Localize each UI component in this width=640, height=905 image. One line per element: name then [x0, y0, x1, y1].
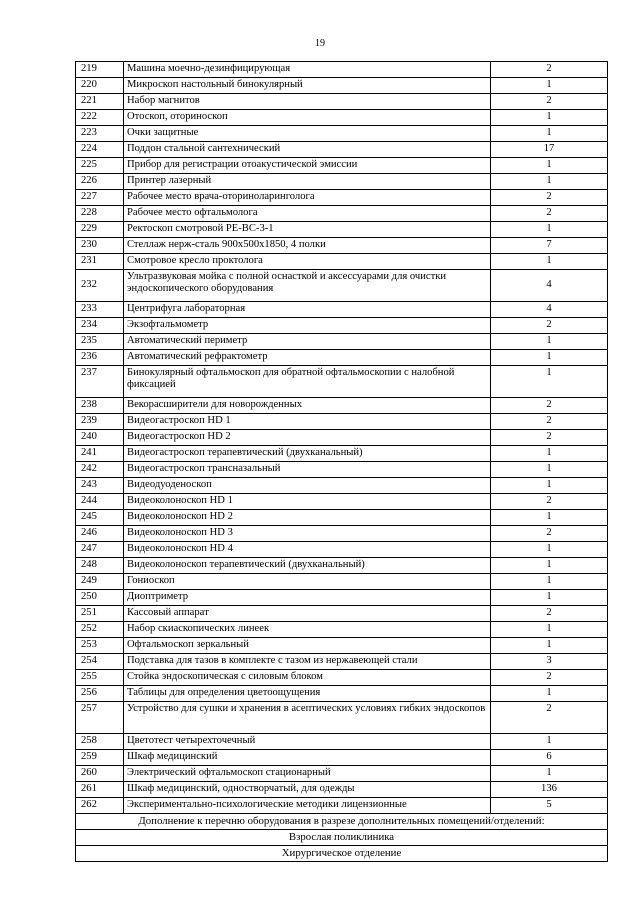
equipment-name: Очки защитные — [124, 126, 491, 142]
supplement-title: Дополнение к перечню оборудования в разрезе дополнительных помещений/отделений: — [76, 814, 608, 830]
row-number: 224 — [76, 142, 124, 158]
equipment-name: Видеоколоноскоп HD 1 — [124, 494, 491, 510]
equipment-name: Видеогастроскоп трансназальный — [124, 462, 491, 478]
equipment-name: Бинокулярный офтальмоскоп для обратной офтальмоскопии с налобной фиксацией — [124, 366, 491, 398]
subsection-surgical-department: Хирургическое отделение — [76, 846, 608, 862]
equipment-quantity: 2 — [491, 398, 608, 414]
row-number: 231 — [76, 254, 124, 270]
row-number: 242 — [76, 462, 124, 478]
table-row — [76, 174, 608, 190]
equipment-name: Видеоколоноскоп HD 4 — [124, 542, 491, 558]
table-row — [76, 590, 608, 606]
equipment-name: Стеллаж нерж-сталь 900х500х1850, 4 полки — [124, 238, 491, 254]
equipment-name: Цветотест четырехточечный — [124, 734, 491, 750]
table-row — [76, 238, 608, 254]
row-number: 222 — [76, 110, 124, 126]
equipment-quantity: 1 — [491, 574, 608, 590]
row-number: 247 — [76, 542, 124, 558]
equipment-quantity: 2 — [491, 494, 608, 510]
table-row — [76, 526, 608, 542]
equipment-quantity: 5 — [491, 798, 608, 814]
equipment-quantity: 136 — [491, 782, 608, 798]
row-number: 250 — [76, 590, 124, 606]
table-row — [76, 558, 608, 574]
equipment-name: Видеогастроскоп HD 2 — [124, 430, 491, 446]
equipment-name: Шкаф медицинский — [124, 750, 491, 766]
table-row — [76, 670, 608, 686]
equipment-quantity: 1 — [491, 686, 608, 702]
equipment-name: Набор скиаскопических линеек — [124, 622, 491, 638]
equipment-quantity: 2 — [491, 702, 608, 734]
equipment-name: Таблицы для определения цветоощущения — [124, 686, 491, 702]
table-row — [76, 462, 608, 478]
equipment-name: Рабочее место врача-оториноларинголога — [124, 190, 491, 206]
equipment-name: Автоматический периметр — [124, 334, 491, 350]
equipment-name: Видеоколоноскоп терапевтический (двухканальный) — [124, 558, 491, 574]
equipment-quantity: 1 — [491, 254, 608, 270]
table-row — [76, 110, 608, 126]
table-row — [76, 750, 608, 766]
equipment-quantity: 1 — [491, 510, 608, 526]
row-number: 257 — [76, 702, 124, 734]
table-row — [76, 334, 608, 350]
table-row — [76, 254, 608, 270]
equipment-name: Векорасширители для новорожденных — [124, 398, 491, 414]
equipment-quantity: 2 — [491, 206, 608, 222]
subsection-adult-polyclinic: Взрослая поликлиника — [76, 830, 608, 846]
equipment-name: Набор магнитов — [124, 94, 491, 110]
row-number: 251 — [76, 606, 124, 622]
equipment-name: Подставка для тазов в комплекте с тазом из нержавеющей стали — [124, 654, 491, 670]
table-row — [76, 766, 608, 782]
equipment-quantity: 1 — [491, 766, 608, 782]
equipment-name: Диоптриметр — [124, 590, 491, 606]
row-number: 225 — [76, 158, 124, 174]
supplement-title-row — [76, 814, 608, 830]
row-number: 238 — [76, 398, 124, 414]
page-number: 19 — [315, 38, 325, 49]
row-number: 237 — [76, 366, 124, 398]
table-row — [76, 270, 608, 302]
equipment-quantity: 1 — [491, 734, 608, 750]
equipment-name: Гониоскоп — [124, 574, 491, 590]
table-row — [76, 494, 608, 510]
row-number: 233 — [76, 302, 124, 318]
equipment-quantity: 1 — [491, 110, 608, 126]
table-row — [76, 126, 608, 142]
equipment-name: Прибор для регистрации отоакустической эмиссии — [124, 158, 491, 174]
equipment-quantity: 2 — [491, 430, 608, 446]
equipment-name: Отоскоп, оториноскоп — [124, 110, 491, 126]
table-row — [76, 222, 608, 238]
equipment-name: Микроскоп настольный бинокулярный — [124, 78, 491, 94]
equipment-name: Рабочее место офтальмолога — [124, 206, 491, 222]
equipment-quantity: 7 — [491, 238, 608, 254]
equipment-quantity: 2 — [491, 606, 608, 622]
table-row — [76, 782, 608, 798]
equipment-name: Стойка эндоскопическая с силовым блоком — [124, 670, 491, 686]
row-number: 241 — [76, 446, 124, 462]
row-number: 232 — [76, 270, 124, 302]
equipment-quantity: 4 — [491, 302, 608, 318]
equipment-quantity: 1 — [491, 78, 608, 94]
row-number: 227 — [76, 190, 124, 206]
row-number: 260 — [76, 766, 124, 782]
row-number: 229 — [76, 222, 124, 238]
equipment-name: Машина моечно-дезинфицирующая — [124, 62, 491, 78]
table-row — [76, 638, 608, 654]
equipment-quantity: 17 — [491, 142, 608, 158]
row-number: 258 — [76, 734, 124, 750]
table-row — [76, 542, 608, 558]
row-number: 228 — [76, 206, 124, 222]
equipment-name: Ультразвуковая мойка с полной оснасткой и аксессуарами для очистки эндоскопического оборудования — [124, 270, 491, 302]
row-number: 248 — [76, 558, 124, 574]
equipment-quantity: 1 — [491, 590, 608, 606]
equipment-table — [75, 61, 608, 862]
table-row — [76, 366, 608, 398]
equipment-quantity: 1 — [491, 638, 608, 654]
equipment-name: Офтальмоскоп зеркальный — [124, 638, 491, 654]
row-number: 243 — [76, 478, 124, 494]
row-number: 234 — [76, 318, 124, 334]
table-row — [76, 510, 608, 526]
equipment-quantity: 4 — [491, 270, 608, 302]
equipment-quantity: 1 — [491, 158, 608, 174]
row-number: 256 — [76, 686, 124, 702]
equipment-name: Принтер лазерный — [124, 174, 491, 190]
equipment-quantity: 1 — [491, 558, 608, 574]
table-row — [76, 414, 608, 430]
table-row — [76, 94, 608, 110]
equipment-quantity: 2 — [491, 318, 608, 334]
row-number: 226 — [76, 174, 124, 190]
equipment-name: Видеогастроскоп терапевтический (двухканальный) — [124, 446, 491, 462]
equipment-quantity: 1 — [491, 222, 608, 238]
equipment-name: Устройство для сушки и хранения в асептических условиях гибких эндоскопов — [124, 702, 491, 734]
row-number: 223 — [76, 126, 124, 142]
row-number: 245 — [76, 510, 124, 526]
equipment-name: Шкаф медицинский, одностворчатый, для одежды — [124, 782, 491, 798]
equipment-quantity: 2 — [491, 670, 608, 686]
row-number: 254 — [76, 654, 124, 670]
table-row — [76, 446, 608, 462]
table-row — [76, 654, 608, 670]
equipment-name: Видеоколоноскоп HD 2 — [124, 510, 491, 526]
row-number: 221 — [76, 94, 124, 110]
equipment-table-body — [76, 62, 608, 814]
equipment-quantity: 1 — [491, 542, 608, 558]
row-number: 235 — [76, 334, 124, 350]
equipment-name: Видеодуоденоскоп — [124, 478, 491, 494]
table-row — [76, 798, 608, 814]
table-row — [76, 606, 608, 622]
table-row — [76, 350, 608, 366]
row-number: 236 — [76, 350, 124, 366]
equipment-name: Поддон стальной сантехнический — [124, 142, 491, 158]
equipment-quantity: 1 — [491, 350, 608, 366]
equipment-quantity: 1 — [491, 174, 608, 190]
subsection-row — [76, 846, 608, 862]
table-row — [76, 574, 608, 590]
equipment-quantity: 2 — [491, 526, 608, 542]
table-row — [76, 62, 608, 78]
equipment-quantity: 1 — [491, 462, 608, 478]
subsection-row — [76, 830, 608, 846]
equipment-name: Видеогастроскоп HD 1 — [124, 414, 491, 430]
equipment-quantity: 1 — [491, 334, 608, 350]
row-number: 240 — [76, 430, 124, 446]
row-number: 255 — [76, 670, 124, 686]
table-row — [76, 702, 608, 734]
equipment-quantity: 3 — [491, 654, 608, 670]
row-number: 220 — [76, 78, 124, 94]
table-row — [76, 398, 608, 414]
row-number: 244 — [76, 494, 124, 510]
equipment-name: Экспериментально-психологические методики лицензионные — [124, 798, 491, 814]
equipment-quantity: 2 — [491, 94, 608, 110]
equipment-quantity: 1 — [491, 622, 608, 638]
equipment-name: Ректоскоп смотровой РЕ-ВС-3-1 — [124, 222, 491, 238]
table-row — [76, 158, 608, 174]
equipment-quantity: 2 — [491, 414, 608, 430]
table-row — [76, 318, 608, 334]
row-number: 252 — [76, 622, 124, 638]
equipment-quantity: 6 — [491, 750, 608, 766]
table-row — [76, 430, 608, 446]
equipment-name: Видеоколоноскоп HD 3 — [124, 526, 491, 542]
table-row — [76, 142, 608, 158]
row-number: 253 — [76, 638, 124, 654]
equipment-quantity: 1 — [491, 126, 608, 142]
row-number: 249 — [76, 574, 124, 590]
equipment-name: Смотровое кресло проктолога — [124, 254, 491, 270]
row-number: 230 — [76, 238, 124, 254]
row-number: 259 — [76, 750, 124, 766]
table-row — [76, 190, 608, 206]
table-row — [76, 734, 608, 750]
table-row — [76, 478, 608, 494]
row-number: 239 — [76, 414, 124, 430]
equipment-quantity: 1 — [491, 446, 608, 462]
row-number: 219 — [76, 62, 124, 78]
row-number: 261 — [76, 782, 124, 798]
equipment-name: Электрический офтальмоскоп стационарный — [124, 766, 491, 782]
table-row — [76, 206, 608, 222]
row-number: 262 — [76, 798, 124, 814]
equipment-name: Экзофтальмометр — [124, 318, 491, 334]
equipment-quantity: 2 — [491, 62, 608, 78]
row-number: 246 — [76, 526, 124, 542]
equipment-name: Кассовый аппарат — [124, 606, 491, 622]
table-row — [76, 686, 608, 702]
table-row — [76, 302, 608, 318]
equipment-quantity: 2 — [491, 190, 608, 206]
table-row — [76, 622, 608, 638]
table-row — [76, 78, 608, 94]
equipment-quantity: 1 — [491, 366, 608, 398]
equipment-name: Центрифуга лабораторная — [124, 302, 491, 318]
equipment-name: Автоматический рефрактометр — [124, 350, 491, 366]
equipment-quantity: 1 — [491, 478, 608, 494]
